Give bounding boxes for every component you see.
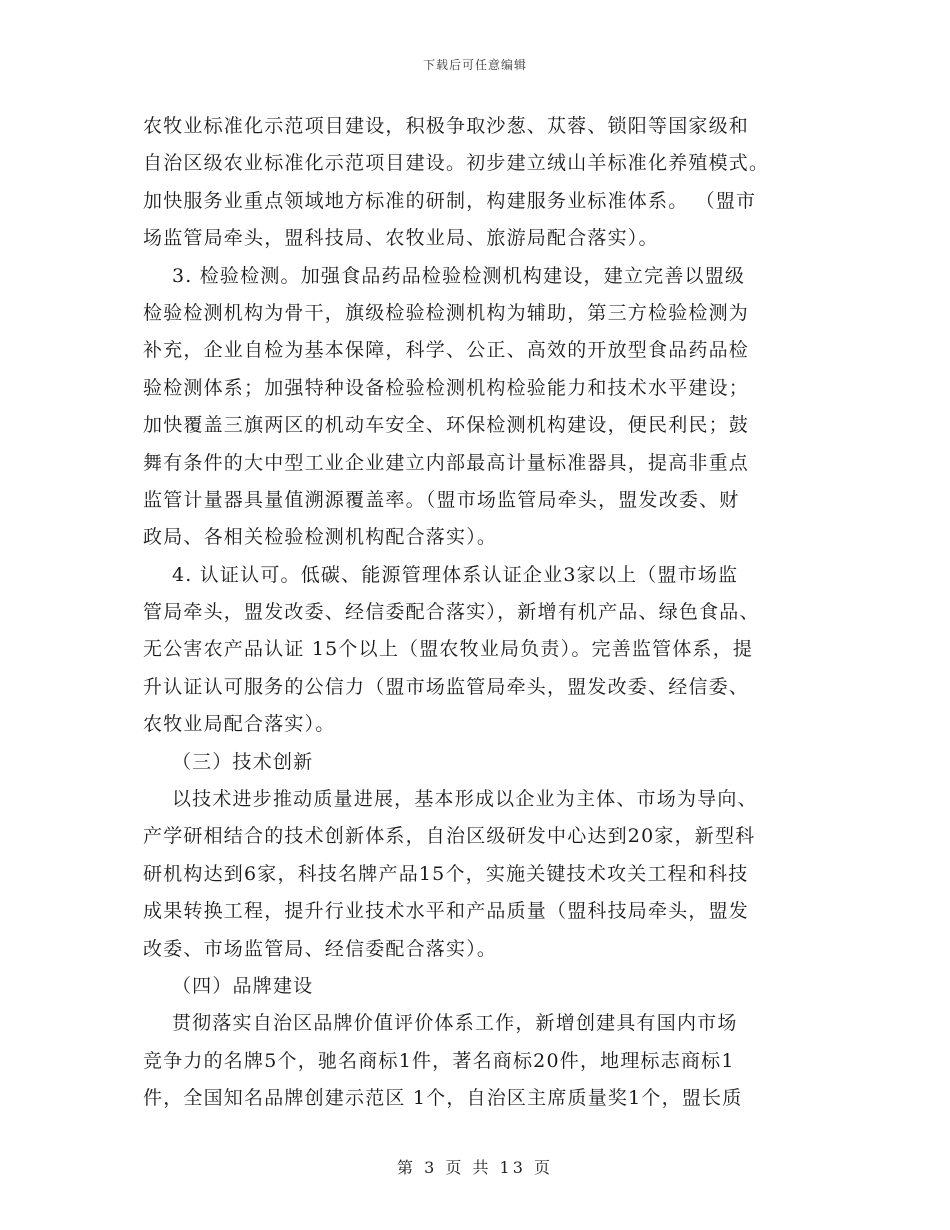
document-body [143, 108, 808, 1118]
text-line: 政局、各相关检验检测机构配合落实）。 [143, 526, 498, 549]
text-line: 成果转换工程，提升行业技术水平和产品质量（盟科技局牵头，盟发 [143, 900, 750, 923]
text-line: 改委、市场监管局、经信委配合落实）。 [143, 937, 498, 960]
page-number: 第 3 页 共 13 页 [397, 1158, 553, 1177]
text-line: 管局牵头，盟发改委、经信委配合落实），新增有机产品、绿色食品、 [143, 601, 760, 624]
text-line: 产学研相结合的技术创新体系，自治区级研发中心达到20家，新型科 [143, 825, 756, 848]
page-header-note: 下载后可任意编辑 [422, 58, 527, 72]
text-line: 自治区级农业标准化示范项目建设。初步建立绒山羊标准化养殖模式。 [143, 152, 770, 175]
text-line: 场监管局牵头，盟科技局、农牧业局、旅游局配合落实）。 [143, 227, 659, 250]
section-heading: （三）技术创新 [143, 750, 314, 773]
text-line: 验检测体系；加强特种设备检验检测机构检验能力和技术水平建设； [143, 376, 750, 399]
text-line: 加快覆盖三旗两区的机动车安全、环保检测机构建设，便民利民；鼓 [143, 414, 750, 437]
text-line: 竞争力的名牌5个，驰名商标1件，著名商标20件，地理标志商标1 [143, 1049, 735, 1072]
text-line: 补充，企业自检为基本保障，科学、公正、高效的开放型食品药品检 [143, 339, 750, 362]
text-line: 检验检测机构为骨干，旗级检验检测机构为辅助，第三方检验检测为 [143, 301, 750, 324]
text-line: 以技术进步推动质量进展，基本形成以企业为主体、市场为导向、 [143, 788, 758, 811]
text-line: 升认证认可服务的公信力（盟市场监管局牵头，盟发改委、经信委、 [143, 675, 750, 698]
text-line: 贯彻落实自治区品牌价值评价体系工作，新增创建具有国内市场 [143, 1012, 738, 1035]
text-line: 监管计量器具量值溯源覆盖率。（盟市场监管局牵头，盟发改委、财 [143, 488, 740, 511]
text-line: 舞有条件的大中型工业企业建立内部最高计量标准器具，提高非重点 [143, 451, 750, 474]
text-line: 3. 检验检测。加强食品药品检验检测机构建设，建立完善以盟级 [143, 264, 746, 287]
text-line: 农牧业局配合落实）。 [143, 713, 336, 736]
text-line: 件，全国知名品牌创建示范区 1个，自治区主席质量奖1个，盟长质 [143, 1087, 743, 1110]
text-line: 研机构达到6家，科技名牌产品15个，实施关键技术攻关工程和科技 [143, 862, 749, 885]
text-line: 4. 认证认可。低碳、能源管理体系认证企业3家以上（盟市场监 [143, 563, 739, 586]
text-line: 加快服务业重点领域地方标准的研制，构建服务业标准体系。 （盟市 [143, 189, 757, 212]
text-line: 无公害农产品认证 15个以上（盟农牧业局负责）。完善监管体系，提 [143, 638, 754, 661]
section-heading: （四）品牌建设 [143, 974, 314, 997]
text-line: 农牧业标准化示范项目建设，积极争取沙葱、苁蓉、锁阳等国家级和 [143, 115, 750, 137]
